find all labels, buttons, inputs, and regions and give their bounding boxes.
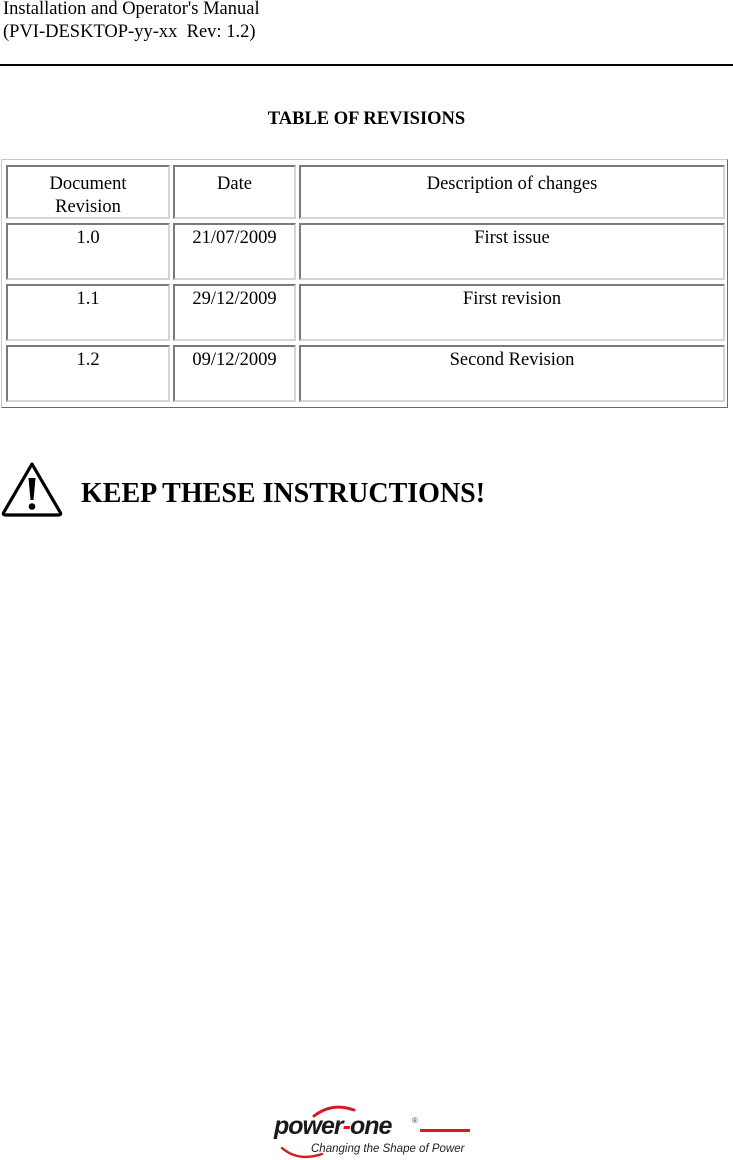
column-header-description: [299, 165, 725, 219]
logo-registered-mark: ®: [412, 1116, 418, 1125]
table-row-2-revision: [6, 284, 170, 341]
table-row-1-description: [299, 223, 725, 280]
logo-accent-line: [420, 1129, 470, 1132]
power-one-logo: [270, 1104, 474, 1160]
header-model-revision: (PVI-DESKTOP-yy-xx Rev: 1.2): [3, 22, 256, 42]
column-header-date: [173, 165, 296, 219]
column-header-description-label: Description of changes: [426, 174, 598, 194]
logo-wordmark-part2: one: [349, 1112, 392, 1140]
revision-date: 21/07/2009: [192, 228, 277, 248]
document-header: [3, 0, 260, 44]
table-row-1-revision: [6, 223, 170, 280]
header-divider: [0, 64, 733, 66]
warning-triangle-icon: [0, 460, 64, 518]
revisions-table: [1, 159, 728, 408]
revision-number: 1.2: [76, 350, 100, 370]
column-header-date-label: Date: [217, 174, 252, 194]
keep-instructions-notice: KEEP THESE INSTRUCTIONS!: [81, 478, 486, 509]
table-row-2-description: [299, 284, 725, 341]
table-row-3-description: [299, 345, 725, 402]
column-header-revision-label: Document Revision: [49, 174, 127, 217]
table-row-1-date: [173, 223, 296, 280]
header-manual-title: Installation and Operator's Manual: [3, 0, 260, 19]
revision-description: First revision: [462, 289, 562, 309]
logo-wordmark-dash: -: [342, 1112, 350, 1140]
column-header-revision: [6, 165, 170, 219]
revision-number: 1.1: [76, 289, 100, 309]
logo-wordmark-part1: power: [274, 1112, 343, 1140]
revision-date: 09/12/2009: [192, 350, 277, 370]
revision-description: Second Revision: [449, 350, 575, 370]
revision-number: 1.0: [76, 228, 100, 248]
logo-tagline: Changing the Shape of Power: [311, 1143, 465, 1155]
revision-description: First issue: [474, 228, 550, 248]
table-row-3-revision: [6, 345, 170, 402]
table-row-3-date: [173, 345, 296, 402]
revision-date: 29/12/2009: [192, 289, 277, 309]
table-row-2-date: [173, 284, 296, 341]
page-title: TABLE OF REVISIONS: [267, 109, 466, 129]
logo-wordmark: [274, 1112, 391, 1140]
